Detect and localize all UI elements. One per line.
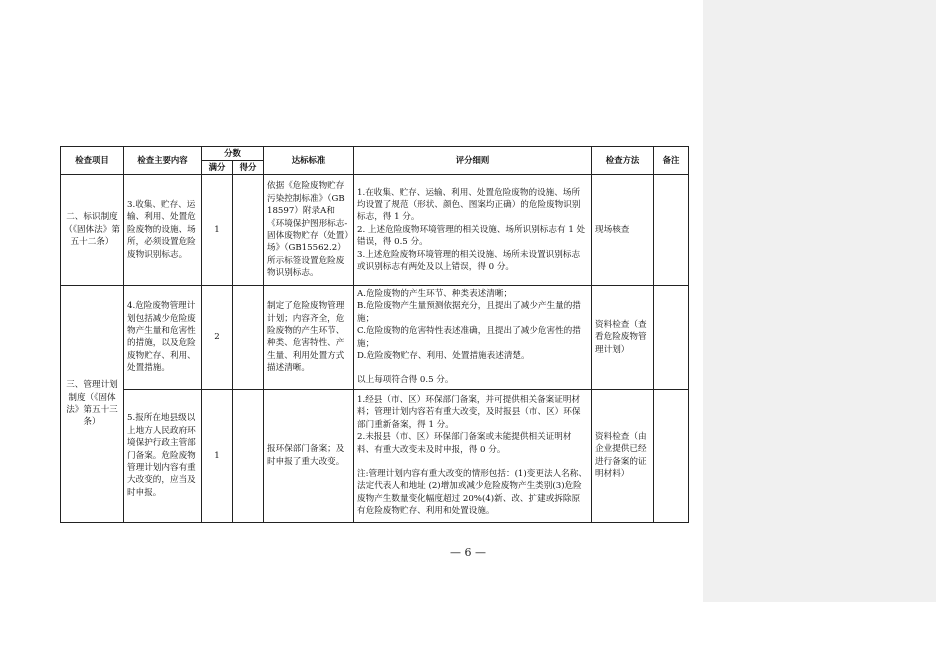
full-score-cell: 1 bbox=[202, 175, 233, 286]
header-item: 检查项目 bbox=[61, 147, 124, 175]
rules-cell bbox=[354, 286, 592, 390]
header-standard: 达标标准 bbox=[264, 147, 354, 175]
got-score-cell bbox=[233, 175, 264, 286]
table-row bbox=[61, 175, 689, 286]
got-score-cell bbox=[233, 389, 264, 522]
note-cell bbox=[654, 389, 689, 522]
page-number: — 6 — bbox=[450, 546, 486, 559]
rule-line: 注:管理计划内容有重大改变的情形包括：(1)变更法人名称、法定代表人和地址 (2)增加或减少危险废物产生类别(3)危险废物产生数量变化幅度超过 20%(4)新、改、扩建或拆除原有危险废物贮存、利用和处置设施。 bbox=[357, 469, 587, 517]
method-cell: 资料检查（查看危险废物管理计划） bbox=[592, 286, 654, 390]
table-row bbox=[61, 286, 689, 390]
rule-line: 2. 上述危险废物环境管理的相关设施、场所识别标志有 1 处错误，得 0.5 分。 bbox=[357, 224, 586, 248]
bottom-strip bbox=[0, 602, 936, 662]
rule-line: 1.在收集、贮存、运输、利用、处置危险废物的设施、场所均设置了规范（形状、颜色、图案均正确）的危险废物识别标志，得 1 分。 bbox=[357, 187, 581, 223]
full-score-cell: 2 bbox=[202, 286, 233, 390]
rule-line: C.危险废物的危害特性表述准确，且提出了减少危害性的措施； bbox=[357, 326, 581, 349]
header-row bbox=[61, 147, 689, 161]
inspection-table bbox=[60, 146, 689, 523]
standard-cell: 依据《危险废物贮存污染控制标准》（GB18597）附录A和《环境保护图形标志-固体废物贮存（处置）场》（GB15562.2）所示标签设置危险废物识别标志。 bbox=[264, 175, 354, 286]
note-cell bbox=[654, 286, 689, 390]
header-got: 得分 bbox=[233, 161, 264, 175]
rule-line: B.危险废物产生量预测依据充分，且提出了减少产生量的措施； bbox=[357, 301, 581, 324]
rule-line: 3.上述危险废物环境管理的相关设施、场所未设置识别标志或识别标志有两处及以上错误，得 0 分。 bbox=[357, 249, 581, 273]
rule-line: A.危险废物的产生环节、种类表述清晰； bbox=[357, 289, 513, 299]
rules-cell bbox=[354, 389, 592, 522]
note-cell bbox=[654, 175, 689, 286]
rule-line: 1.经县（市、区）环保部门备案，并可提供相关备案证明材料；管理计划内容若有重大改变，及时报县（市、区）环保部门重新备案，得 1 分。 bbox=[357, 395, 581, 430]
table-row bbox=[61, 389, 689, 522]
got-score-cell bbox=[233, 286, 264, 390]
header-rules: 评分细则 bbox=[354, 147, 592, 175]
standard-cell: 报环保部门备案；及时申报了重大改变。 bbox=[264, 389, 354, 522]
method-cell: 现场核查 bbox=[592, 175, 654, 286]
item-cell: 三、管理计划制度（《固体法》第五十三条） bbox=[61, 286, 124, 523]
content-cell: 3.收集、贮存、运输、利用、处置危险废物的设施、场所，必须设置危险废物识别标志。 bbox=[124, 175, 202, 286]
rule-line: D.危险废物贮存、利用、处置措施表述清楚。 bbox=[357, 351, 530, 362]
rule-line: 以上每项符合得 0.5 分。 bbox=[357, 375, 454, 386]
method-cell: 资料检查（由企业提供已经进行备案的证明材料） bbox=[592, 389, 654, 522]
content-cell: 5.报所在地县级以上地方人民政府环境保护行政主管部门备案。危险废物管理计划内容有重大改变的，应当及时申报。 bbox=[124, 389, 202, 522]
header-method: 检查方法 bbox=[592, 147, 654, 175]
standard-cell: 制定了危险废物管理计划；内容齐全，危险废物的产生环节、种类、危害特性、产生量、利用处置方式描述清晰。 bbox=[264, 286, 354, 390]
item-cell: 二、标识制度（《固体法》第五十二条） bbox=[61, 175, 124, 286]
full-score-cell: 1 bbox=[202, 389, 233, 522]
side-panel bbox=[703, 0, 936, 602]
content-cell: 4.危险废物管理计划包括减少危险废物产生量和危害性的措施，以及危险废物贮存、利用、处置措施。 bbox=[124, 286, 202, 390]
rules-cell bbox=[354, 175, 592, 286]
header-note: 备注 bbox=[654, 147, 689, 175]
header-score: 分数 bbox=[202, 147, 264, 161]
header-full: 满分 bbox=[202, 161, 233, 175]
header-content: 检查主要内容 bbox=[124, 147, 202, 175]
rule-line: 2.未报县（市、区）环保部门备案或未能提供相关证明材料、有重大改变未及时申报，得 0 分。 bbox=[357, 432, 572, 455]
